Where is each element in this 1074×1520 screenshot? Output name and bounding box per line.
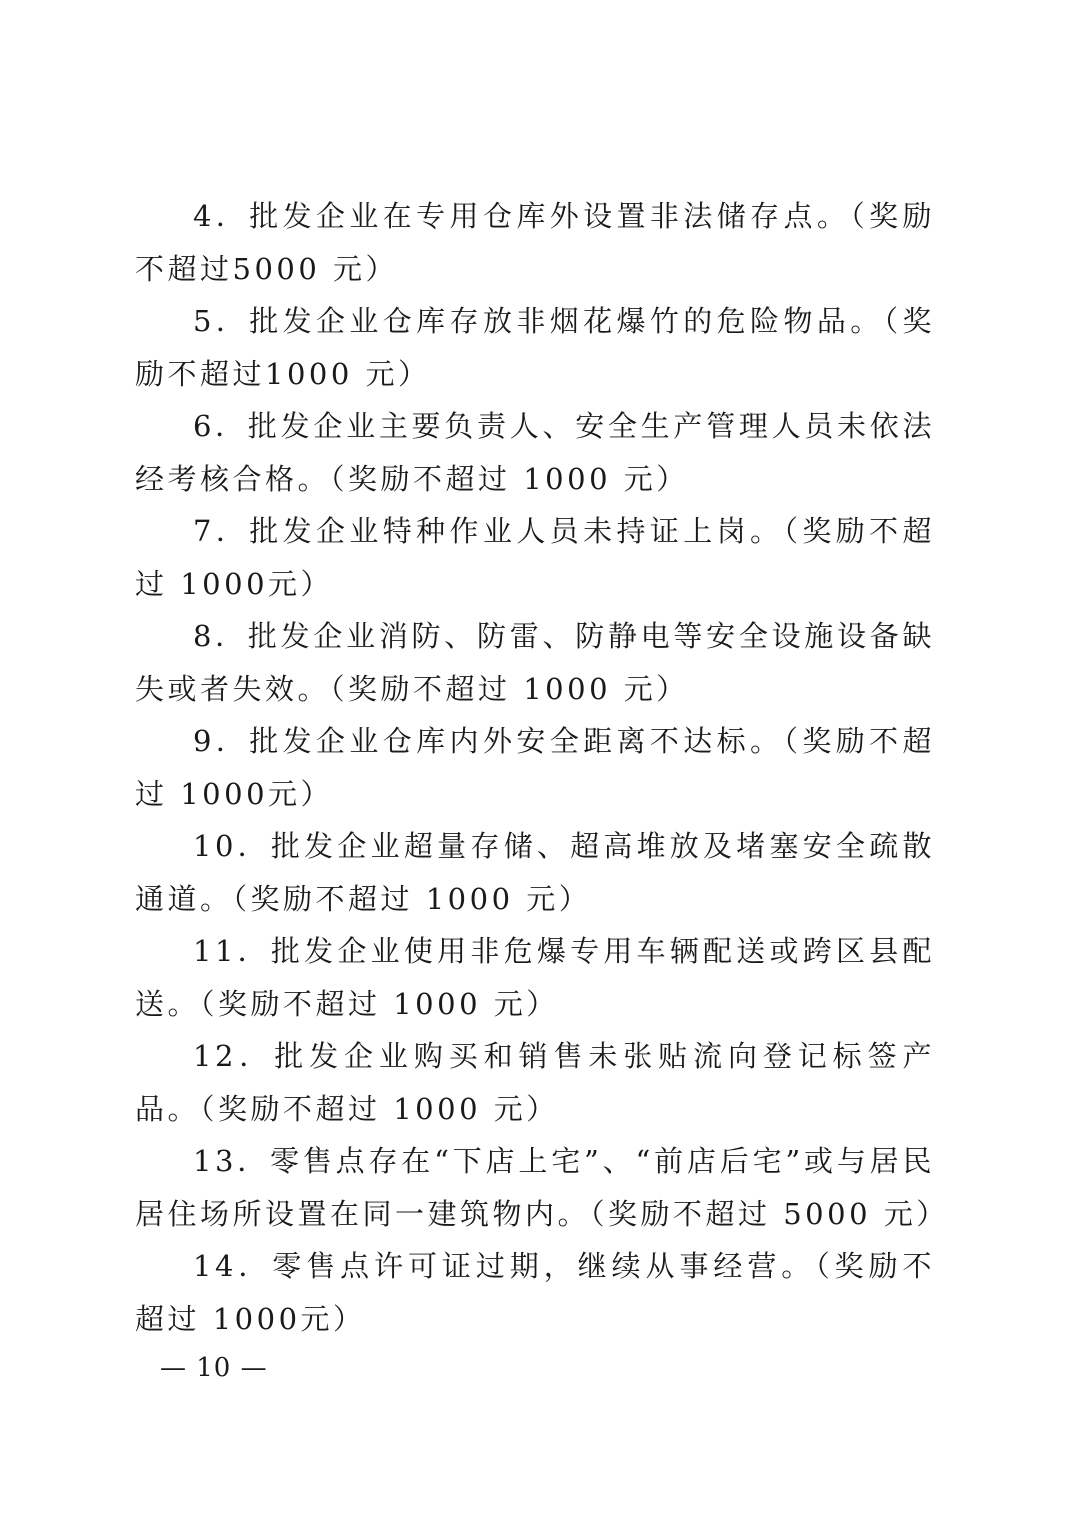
list-item: 11．批发企业使用非危爆专用车辆配送或跨区县配送。（奖励不超过 1000 元） — [135, 934, 935, 1021]
list-item: 7．批发企业特种作业人员未持证上岗。（奖励不超过 1000元） — [135, 514, 935, 601]
page-number: — 10 — — [160, 1353, 268, 1383]
list-item: 5．批发企业仓库存放非烟花爆竹的危险物品。（奖励不超过1000 元） — [135, 304, 935, 391]
list-item: 6．批发企业主要负责人、安全生产管理人员未依法经考核合格。（奖励不超过 1000 元） — [135, 409, 935, 496]
list-item: 13．零售点存在“下店上宅”、“前店后宅”或与居民居住场所设置在同一建筑物内。（奖励不超过 5000 元） — [135, 1144, 949, 1231]
list-item: 4．批发企业在专用仓库外设置非法储存点。（奖励不超过5000 元） — [135, 199, 935, 286]
list-item: 10．批发企业超量存储、超高堆放及堵塞安全疏散通道。（奖励不超过 1000 元） — [135, 829, 935, 916]
document-body — [135, 190, 949, 1345]
list-item: 14．零售点许可证过期，继续从事经营。（奖励不超过 1000元） — [135, 1249, 935, 1336]
list-item: 12．批发企业购买和销售未张贴流向登记标签产品。（奖励不超过 1000 元） — [135, 1039, 935, 1126]
list-item: 9．批发企业仓库内外安全距离不达标。（奖励不超过 1000元） — [135, 724, 935, 811]
list-item: 8．批发企业消防、防雷、防静电等安全设施设备缺失或者失效。（奖励不超过 1000 元） — [135, 619, 935, 706]
